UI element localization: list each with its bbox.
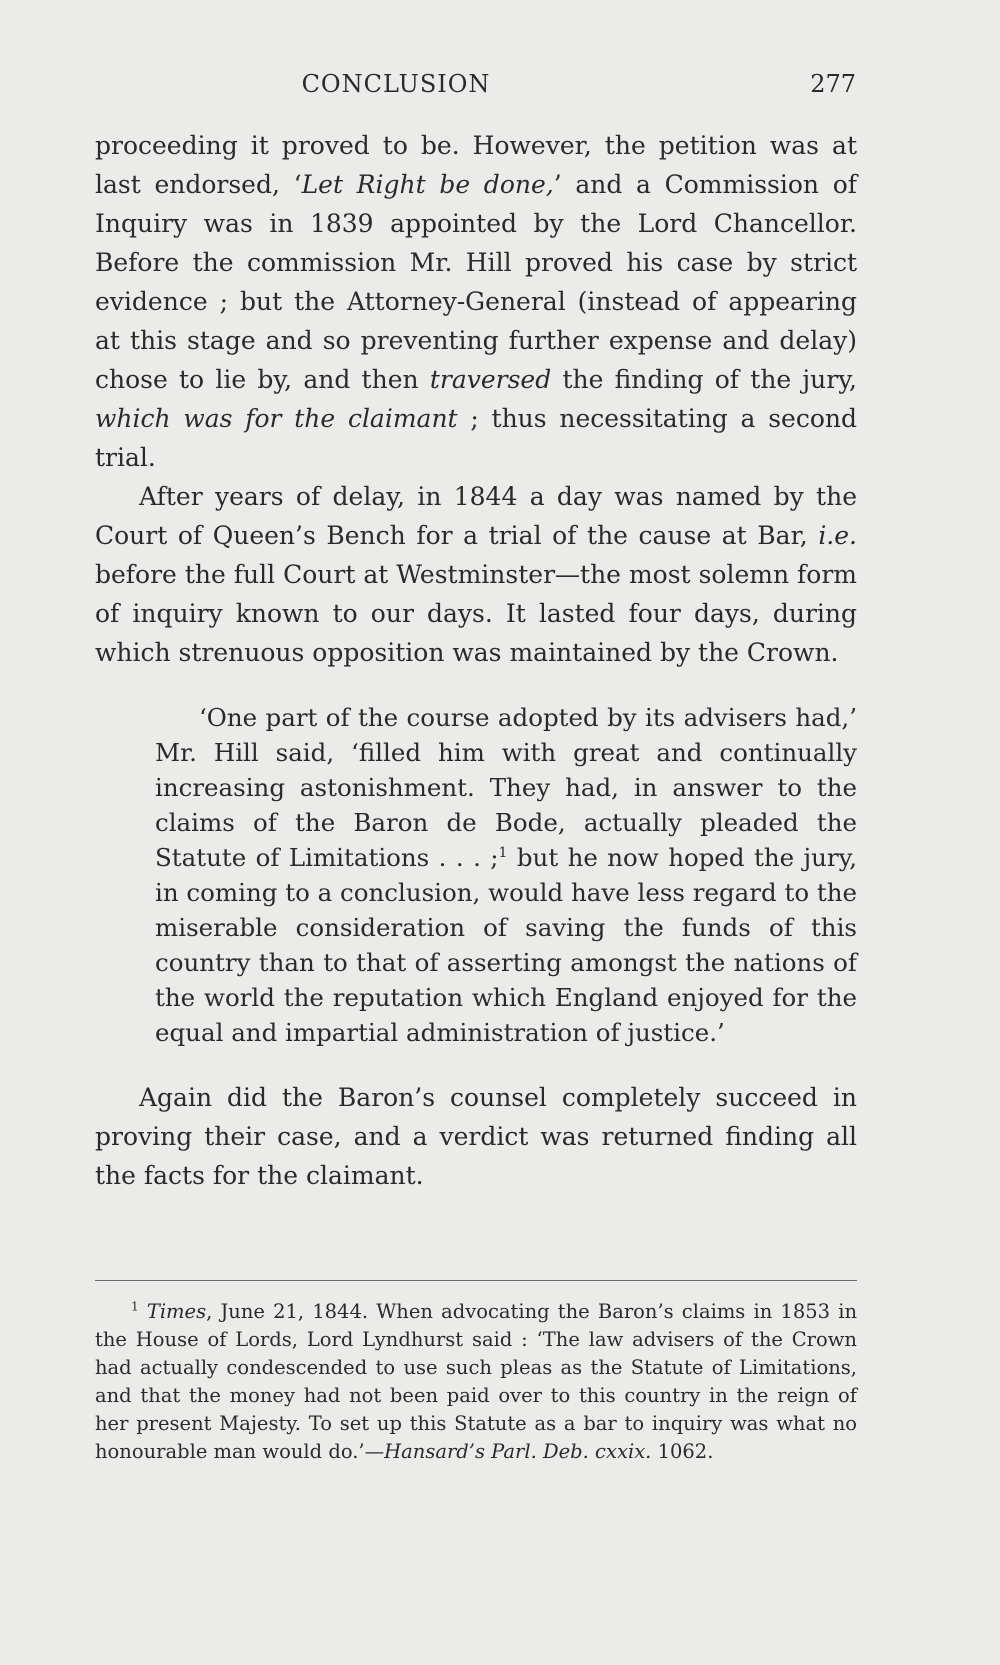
paragraph-2-text-a: After years of delay, in 1844 a day was named by the Court of Queen’s Bench for a trial of the cause at Bar, [95,482,857,550]
footnote-text-b: , June 21, 1844. When advocating the Baron’s claims in 1853 in the House of Lords, Lord Lyndhurst said : ‘The law advisers of the Crown had actually condescended to use such pleas as the Statute of Limitations, and that the money had not been paid over to this country in the reign of her present Majesty. To set up this Statute as a bar to inquiry was what no honourable man would do.’— [95,1300,858,1463]
paragraph-1-italic-let-right-be-done: Let Right be done, [301,170,554,199]
block-quote-text-a: ‘One part of the course adopted by its advisers had,’ Mr. Hill said, ‘filled him with great and continually increasing astonishment. They had, in answer to the claims of the Baron de Bode, actually pleaded the Statute of Limitations . . . ; [155,703,857,872]
running-title: CONCLUSION [301,70,491,98]
running-head [96,66,856,102]
paragraph-4: Again did the Baron’s counsel completely succeed in proving their case, and a verdict was returned finding all the facts for the claimant. [95,1083,857,1190]
block-quote [155,700,857,1050]
footnote-marker: 1 [131,1299,139,1314]
body-text [95,126,857,1195]
paragraph-1-text-g: ; thus necessitating a second trial. [95,404,857,472]
paragraph-1-text-e: the finding of the jury, [551,365,857,394]
footnote-reference: 1 [498,844,508,861]
paragraph-2-text-c: before the full Court at Westminster—the most solemn form of inquiry known to our days. It lasted four days, during which strenuous opposition was maintained by the Crown. [95,560,857,667]
footnote-rule [95,1280,857,1281]
paragraph-1 [95,126,857,477]
footnote-text-d: 1062. [651,1440,714,1463]
page-number: 277 [810,70,856,98]
block-quote-text-b: but he now hoped the jury, in coming to a conclusion, would have less regard to the miserable consideration of saving the funds of this country than to that of asserting amongst the nations of the world the reputation which England enjoyed for the equal and impartial administration of justice.’ [155,843,857,1047]
paragraph-1-italic-traversed: traversed [429,365,552,394]
footnote-paragraph [95,1298,857,1466]
footnote [95,1298,857,1466]
footnote-italic-hansard: Hansard’s Parl. Deb. cxxix. [384,1440,652,1463]
footnote-italic-times: Times [146,1300,207,1323]
paragraph-2-italic-ie: i.e. [818,521,857,550]
paragraph-1-italic-claimant: which was for the claimant [95,404,458,433]
paragraph-1-text-a: proceeding it proved to be. However, the petition was at last endorsed, ‘ [95,131,857,199]
paragraph-2 [95,477,857,672]
paragraph-1-text-c: ’ and a Commission of Inquiry was in 1839 appointed by the Lord Chancellor. Before the commission Mr. Hill proved his case by strict evidence ; but the Attorney-General (instead of appearing at this stage and so preventing further expense and delay) chose to lie by, and then [95,170,857,394]
